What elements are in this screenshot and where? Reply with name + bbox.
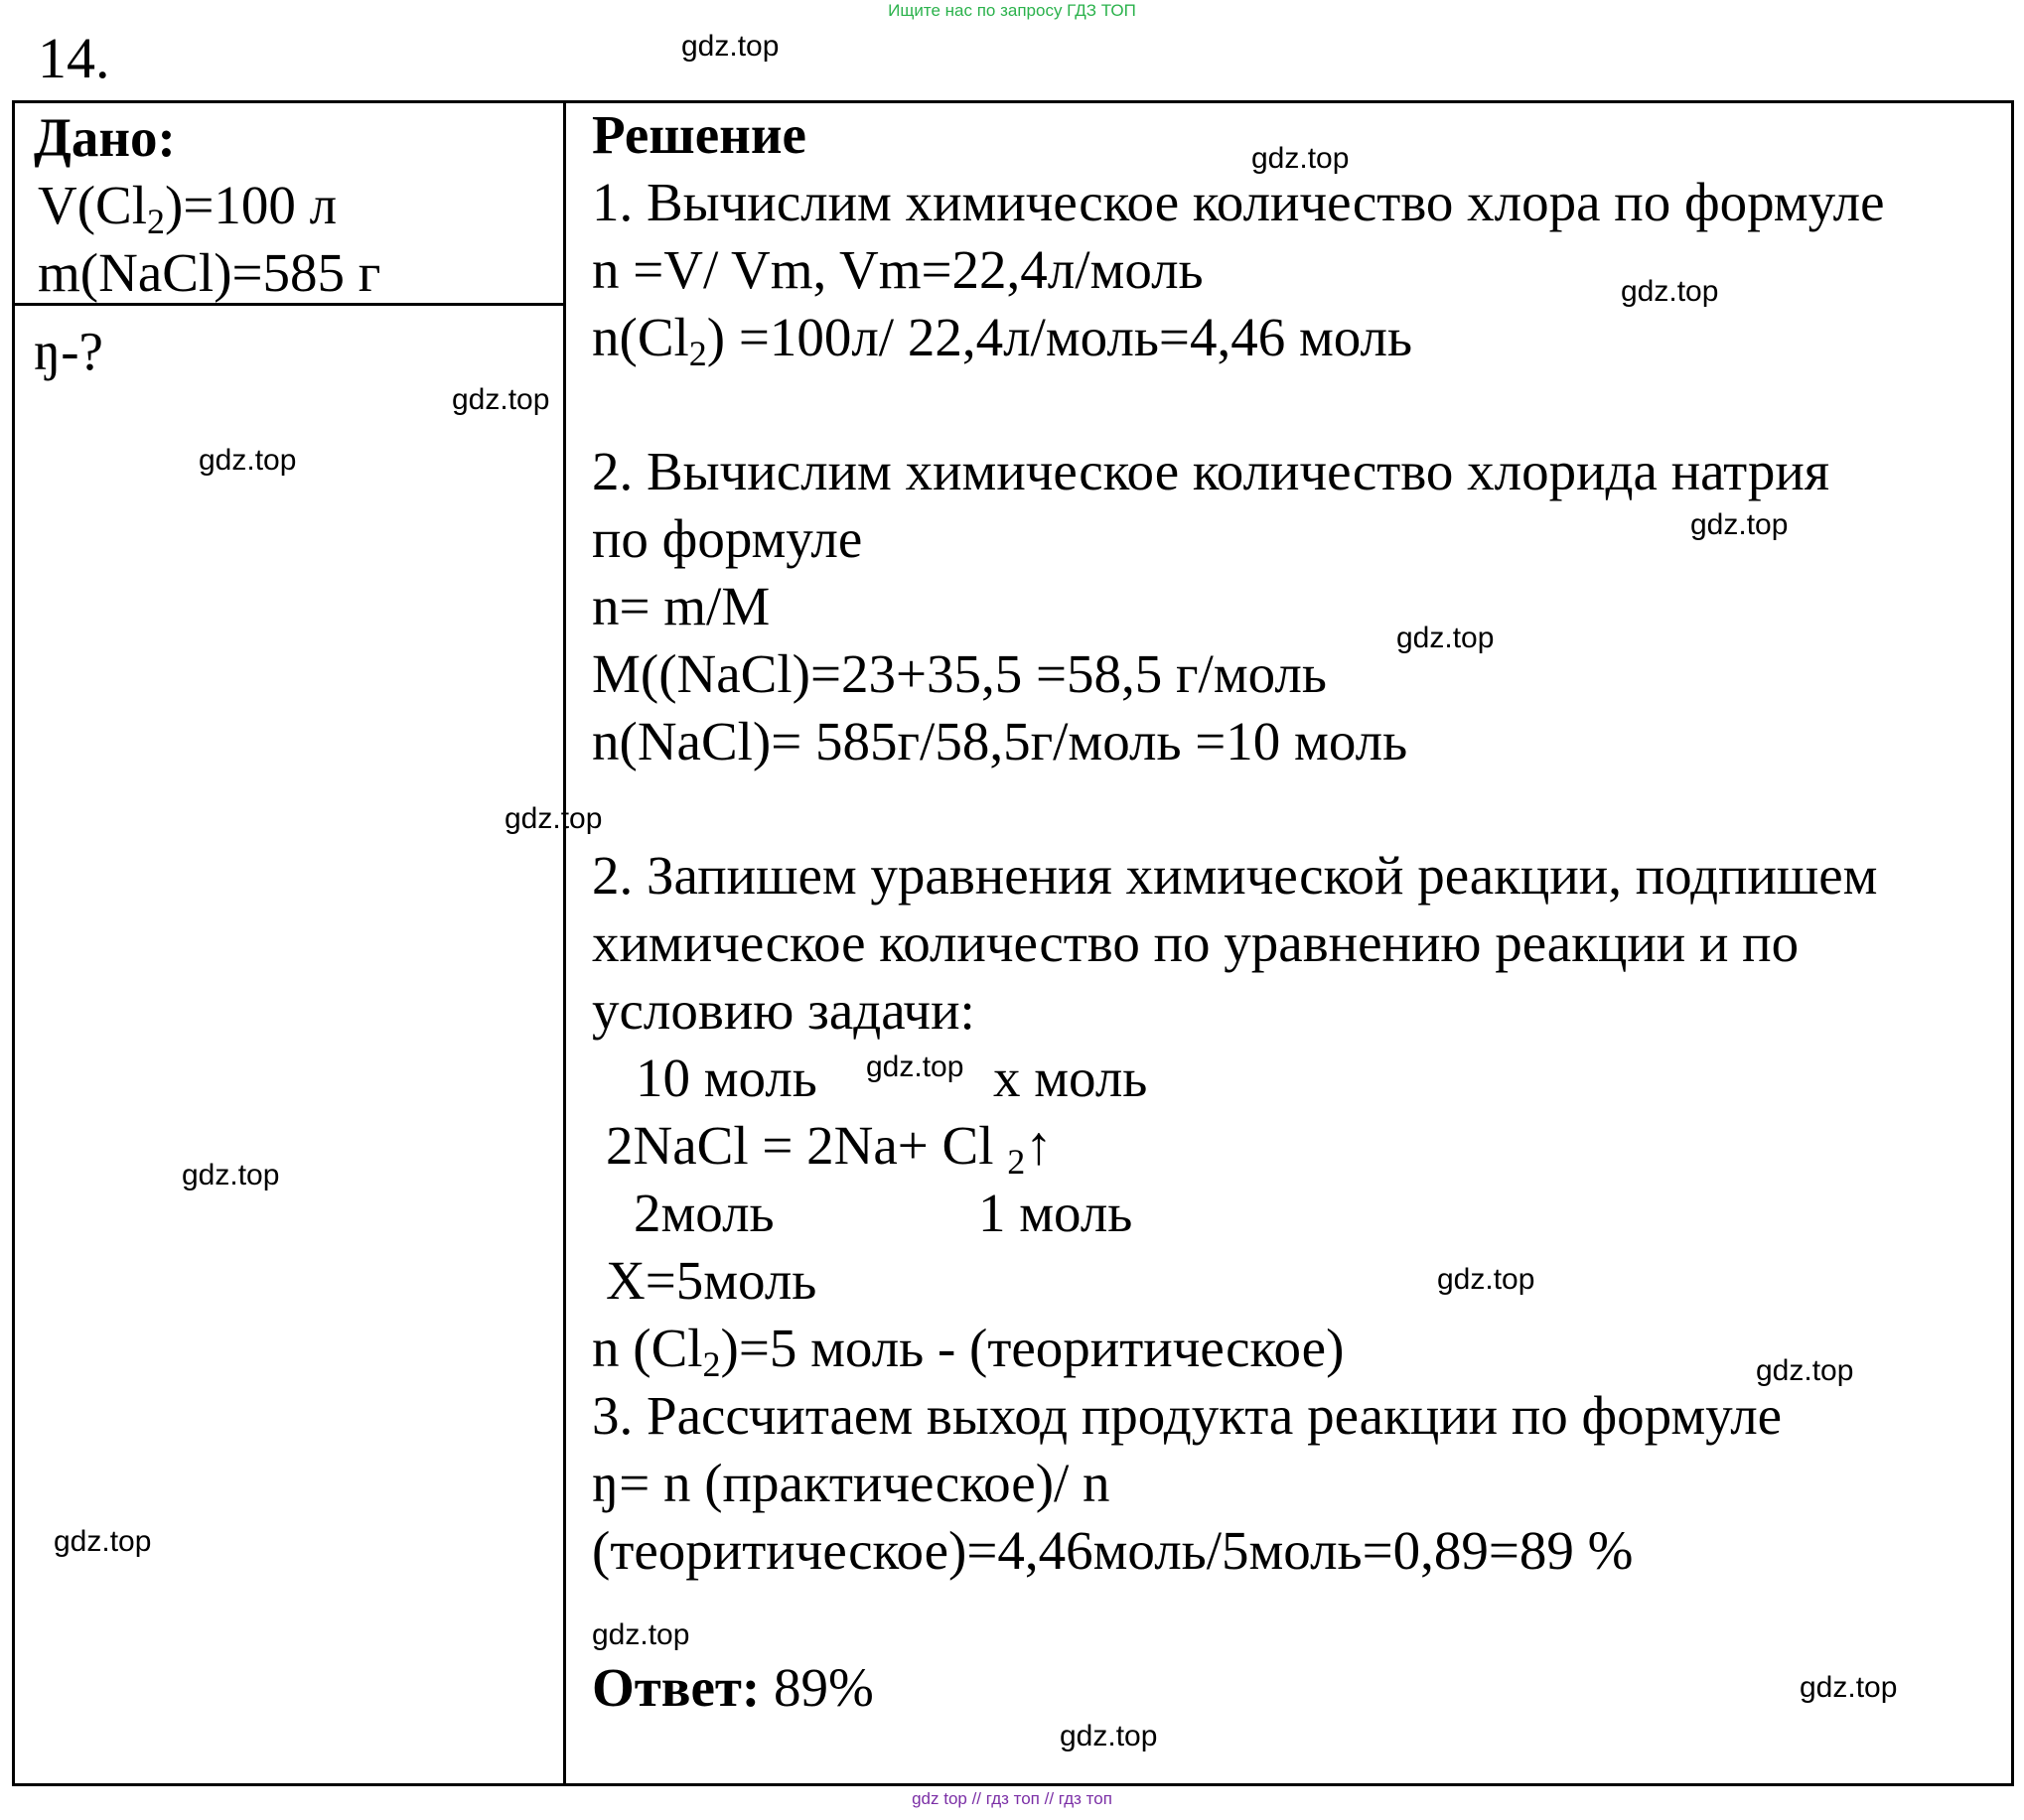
watermark: gdz.top [1251,142,1350,175]
equation-bottom-left: 2моль [634,1183,775,1243]
column-divider [563,100,566,1786]
step2-line2: по формуле [592,508,863,569]
step2-line4: M((NaCl)=23+35,5 =58,5 г/моль [592,643,1327,704]
step1-line1: 1. Вычислим химическое количество хлора по формуле [592,172,1885,232]
step4-line1: 3. Рассчитаем выход продукта реакции по формуле [592,1385,1783,1446]
watermark: gdz.top [1396,622,1495,654]
step1-line2: n =V/ Vm, Vm=22,4л/моль [592,239,1204,300]
watermark: gdz.top [1621,275,1719,308]
given-title: Дано: [34,107,176,168]
step3-line2: химическое количество по уравнению реакции и по [592,912,1800,973]
step2-line5: n(NaCl)= 585г/58,5г/моль =10 моль [592,711,1408,771]
step4-line2: ŋ= n (практическое)/ n [592,1453,1110,1513]
x-result: X=5моль [606,1250,817,1311]
search-banner: Ищите нас по запросу ГДЗ ТОП [888,1,1136,20]
find-yield: ŋ-? [34,321,103,381]
answer: Ответ: 89% [592,1657,874,1718]
given-volume: $V(Cl_2)=100$ л [38,175,338,241]
watermark: gdz.top [54,1525,152,1558]
watermark: gdz.top [1060,1720,1158,1752]
watermark: gdz.top [592,1618,690,1651]
footer-links: gdz top // гдз топ // гдз топ [912,1789,1112,1808]
watermark: gdz.top [452,383,550,416]
watermark: gdz.top [1756,1354,1854,1387]
watermark: gdz.top [1800,1671,1898,1704]
step2-line1: 2. Вычислим химическое количество хлорида натрия [592,441,1830,501]
watermark: gdz.top [1437,1263,1535,1296]
step4-line3: (теоритическое)=4,46моль/5моль=0,89=89 % [592,1520,1634,1581]
step3-line3: условию задачи: [592,980,975,1041]
watermark: gdz.top [505,802,603,835]
watermark: gdz.top [866,1050,964,1083]
watermark: gdz.top [681,30,780,63]
equation-top-right: х моль [993,1048,1148,1108]
watermark: gdz.top [199,444,297,477]
task-number: 14. [38,26,110,90]
step1-line3: $n(Cl_2) =100л/$ 22,4л/моль=4,46 моль [592,307,1413,373]
step2-line3: n= m/M [592,576,771,636]
watermark: gdz.top [182,1159,280,1191]
solution-title: Решение [592,104,806,165]
step3-line1: 2. Запишем уравнения химической реакции, подпишем [592,845,1878,906]
theoretical-amount: n $(Cl_2)=5$ моль - (теоритическое) [592,1318,1345,1384]
equation-bottom-right: 1 моль [978,1183,1133,1243]
given-mass: m(NaCl)=585 г [38,242,381,303]
reaction-equation: 2NaCl = 2Na+ Cl $_2$↑ [606,1115,1053,1182]
equation-top-left: 10 моль [636,1048,817,1108]
watermark: gdz.top [1690,508,1789,541]
